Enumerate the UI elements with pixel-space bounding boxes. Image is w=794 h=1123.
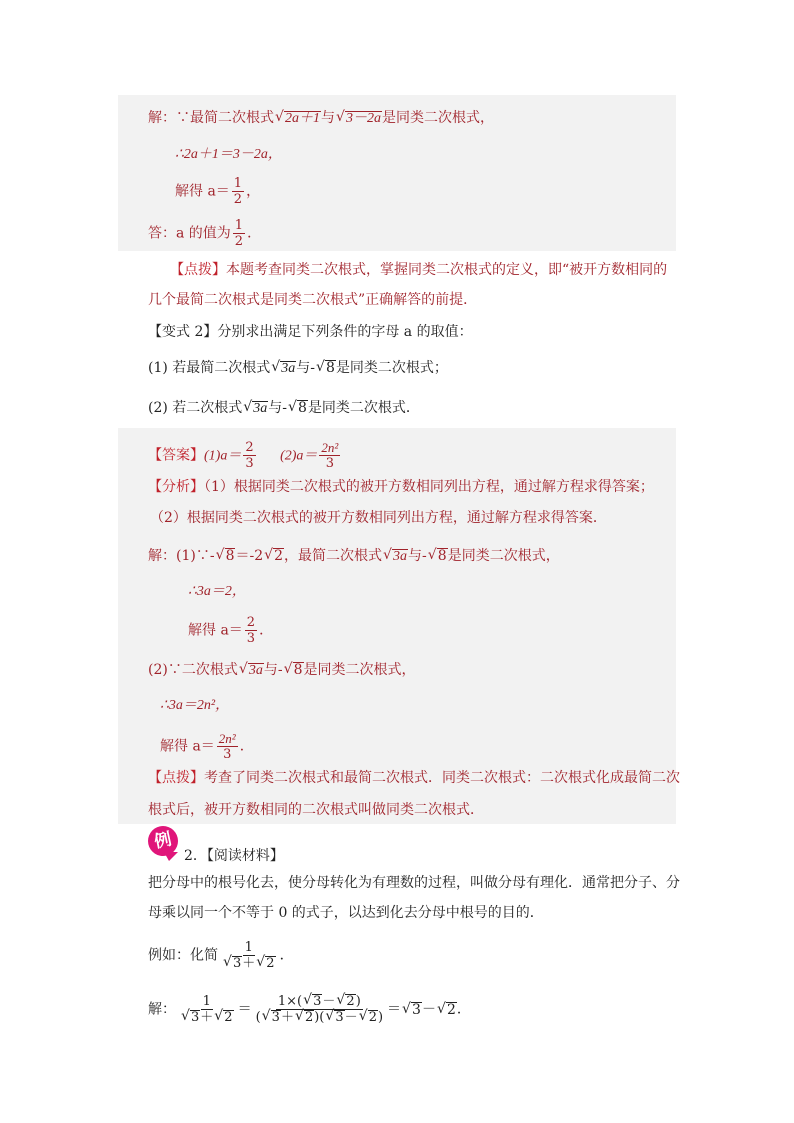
answer-summary: 【答案】(1)a＝ $\frac{2}{3}$ (2)a＝ $\frac{\text{2n²}}{3}$ [148,440,339,471]
sqrt-3: √ 3 [402,1000,422,1020]
variant-title: 【变式 2】分别求出满足下列条件的字母 a 的取值： [148,324,473,340]
example2-para-2: 母乘以同一个不等于 0 的式子，以达到化去分母中根号的目的． [148,905,544,921]
answer-tag: 【答案】 [148,447,204,464]
fraction-one-half: $\frac{1}{2}$ [233,176,243,207]
example2-para-1: 把分母中的根号化去，使分母转化为有理数的过程，叫做分母有理化．通常把分子、分 [148,875,680,891]
variant-question-1: (1) 若最简二次根式√ 3a与-√ 8是同类二次根式； [148,358,448,378]
solve-line: 解得 a＝ $\frac{1}{2}$ ， [175,176,261,207]
example-badge-tail [164,852,178,861]
tip2-tag: 【点拨】 [148,770,204,786]
sqrt-3a: √ 3a [243,398,268,418]
sqrt-2: √ 2 [264,546,284,566]
example-badge-icon: 例 [145,823,181,859]
fraction-one-half-answer: $\frac{1}{2}$ [234,218,244,249]
sol2-line-3: 解得 a＝ $\frac{2}{3}$ ． [188,615,274,646]
sol2-line-5: ∴3a＝2n²， [160,698,230,713]
answer-line: 答：a 的值为 $\frac{1}{2}$ ． [148,218,262,249]
tip-line-1: 【点拨】本题考查同类二次根式，掌握同类二次根式的定义，即“被开方数相同的 [170,262,668,278]
sqrt-8: √ 8 [288,398,308,418]
sqrt-8: √ 8 [284,660,304,680]
fraction-two-thirds: $\frac{2}{3}$ [245,440,254,471]
sol2-line-6: 解得 a＝ $\frac{\text{2n²}}{3}$ ． [160,731,254,762]
fraction-2n2-over-3: $\frac{\text{2n²}}{3}$ [321,440,339,471]
sqrt-3a: √ 3a [271,358,296,378]
tip2-line-2: 根式后，被开方数相同的二次根式叫做同类二次根式． [148,802,484,818]
sol2-line-2: ∴3a＝2， [188,584,246,599]
sqrt-8: √ 8 [428,546,448,566]
tip-line-2: 几个最简二次根式是同类二次根式”正确解答的前提． [148,292,478,308]
variant-question-2: (2) 若二次根式√ 3a与-√ 8是同类二次根式． [148,398,420,418]
sqrt-8: √ 8 [216,546,236,566]
sqrt-2a-plus-1: √ 2a＋1 [275,108,321,128]
sqrt-2: √ 2 [437,1000,457,1020]
analysis-tag: 【分析】 [148,479,204,495]
sqrt-3-minus-2a: √ 3－2a [336,108,382,128]
analysis-line-2: （2）根据同类二次根式的被开方数相同列出方程，通过解方程求得答案． [150,510,607,526]
example2-eg-line: 例如：化简 1 √ 3＋√ 2 ． [148,940,294,971]
fraction-1-over-sqrt3-plus-sqrt2: 1 √ 3＋√ 2 [220,940,278,971]
fraction-lhs: 1 √ 3＋√ 2 [178,994,236,1025]
sqrt-3a: √ 3a [239,660,264,680]
fraction-2n2-over-3-sol: $\frac{\text{2n²}}{3}$ [218,731,236,762]
solution-line-1: 解：∵最简二次根式√ 2a＋1与√ 3－2a是同类二次根式， [148,108,494,128]
sqrt-3a: √ 3a [383,546,408,566]
tip-tag: 【点拨】 [170,262,226,278]
fraction-two-thirds-sol: $\frac{2}{3}$ [246,615,256,646]
sol2-line-4: (2)∵二次根式√ 3a与-√ 8是同类二次根式， [148,660,416,680]
tip2-line-1: 【点拨】考查了同类二次根式和最简二次根式．同类二次根式：二次根式化成最简二次 [148,770,680,786]
sol2-line-1: 解：(1)∵-√ 8＝-2√ 2，最简二次根式√ 3a与-√ 8是同类二次根式， [148,546,560,566]
sqrt-8: √ 8 [316,358,336,378]
example2-heading: 2．【阅读材料】 [184,848,284,864]
analysis-line-1: 【分析】（1）根据同类二次根式的被开方数相同列出方程，通过解方程求得答案； [148,479,654,495]
example2-solution-line: 解： 1 √ 3＋√ 2 ＝ $\frac{1\times(√ 3-√ 2)}{(√ 3+√ 2)(√ 3-√ 2)}$ ＝√ 3－√ 2． [148,994,471,1025]
fraction-rationalized: $\frac{1\times(√ 3-√ 2)}{(√ 3+√ 2)(√ 3-√ 2)}$ [254,994,385,1025]
equation-line: ∴2a＋1＝3－2a， [175,147,282,162]
